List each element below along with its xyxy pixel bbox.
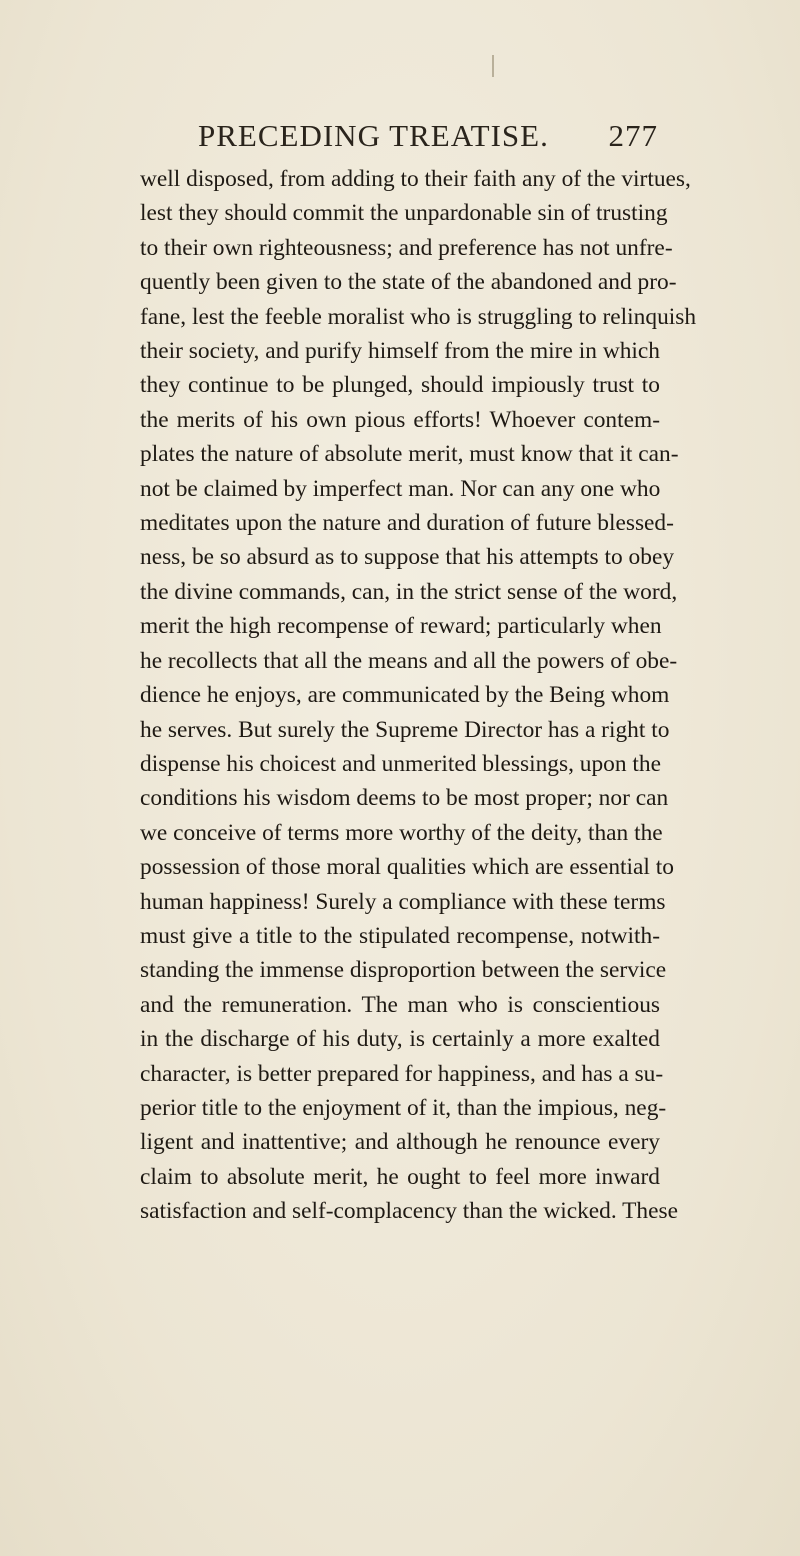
text-line: in the discharge of his duty, is certainly a more exalted — [140, 1026, 660, 1053]
text-line: perior title to the enjoyment of it, than the impious, neg- — [140, 1094, 667, 1121]
running-head — [198, 118, 658, 154]
text-line: plates the nature of absolute merit, must know that it can- — [140, 441, 679, 468]
text-line: fane, lest the feeble moralist who is struggling to relinquish — [140, 303, 697, 330]
stray-mark — [492, 55, 494, 77]
text-line: we conceive of terms more worthy of the deity, than the — [140, 819, 663, 846]
text-line: to their own righteousness; and preference has not unfre- — [140, 234, 673, 261]
text-line: ligent and inattentive; and although he renounce every — [140, 1129, 660, 1156]
text-line: they continue to be plunged, should impiously trust to — [140, 372, 660, 399]
text-line: possession of those moral qualities which are essential to — [140, 854, 674, 881]
text-line: ness, be so absurd as to suppose that his attempts to obey — [140, 544, 675, 571]
text-line: human happiness! Surely a compliance with these terms — [140, 888, 666, 915]
text-line: well disposed, from adding to their faith any of the virtues, — [140, 166, 691, 192]
text-line: meditates upon the nature and duration of future blessed- — [140, 510, 674, 537]
text-line: he serves. But surely the Supreme Director has a right to — [140, 716, 670, 743]
text-line: he recollects that all the means and all the powers of obe- — [140, 647, 678, 674]
text-line: merit the high recompense of reward; particularly when — [140, 613, 662, 640]
text-line: character, is better prepared for happiness, and has a su- — [140, 1060, 664, 1087]
text-line: and the remuneration. The man who is conscientious — [140, 991, 660, 1018]
text-line: the divine commands, can, in the strict sense of the word, — [140, 578, 678, 605]
text-line: must give a title to the stipulated recompense, notwith- — [140, 922, 660, 949]
running-head-title: PRECEDING TREATISE. — [198, 118, 549, 153]
text-line: dience he enjoys, are communicated by the Being whom — [140, 682, 670, 709]
text-line: not be claimed by imperfect man. Nor can any one who — [140, 475, 661, 502]
text-line: quently been given to the state of the abandoned and pro- — [140, 269, 677, 296]
text-line: the merits of his own pious efforts! Whoever contem- — [140, 406, 660, 433]
text-line: conditions his wisdom deems to be most proper; nor can — [140, 785, 669, 812]
page-number: 277 — [608, 118, 658, 153]
text-line: standing the immense disproportion between the service — [140, 957, 667, 984]
text-line: dispense his choicest and unmerited blessings, upon the — [140, 750, 662, 777]
text-line: claim to absolute merit, he ought to feel more inward — [140, 1163, 660, 1190]
text-line: lest they should commit the unpardonable sin of trusting — [140, 200, 668, 227]
text-line: satisfaction and self-complacency than the wicked. These — [140, 1198, 678, 1225]
body-text — [140, 162, 697, 1229]
text-line: their society, and purify himself from the mire in which — [140, 338, 660, 365]
